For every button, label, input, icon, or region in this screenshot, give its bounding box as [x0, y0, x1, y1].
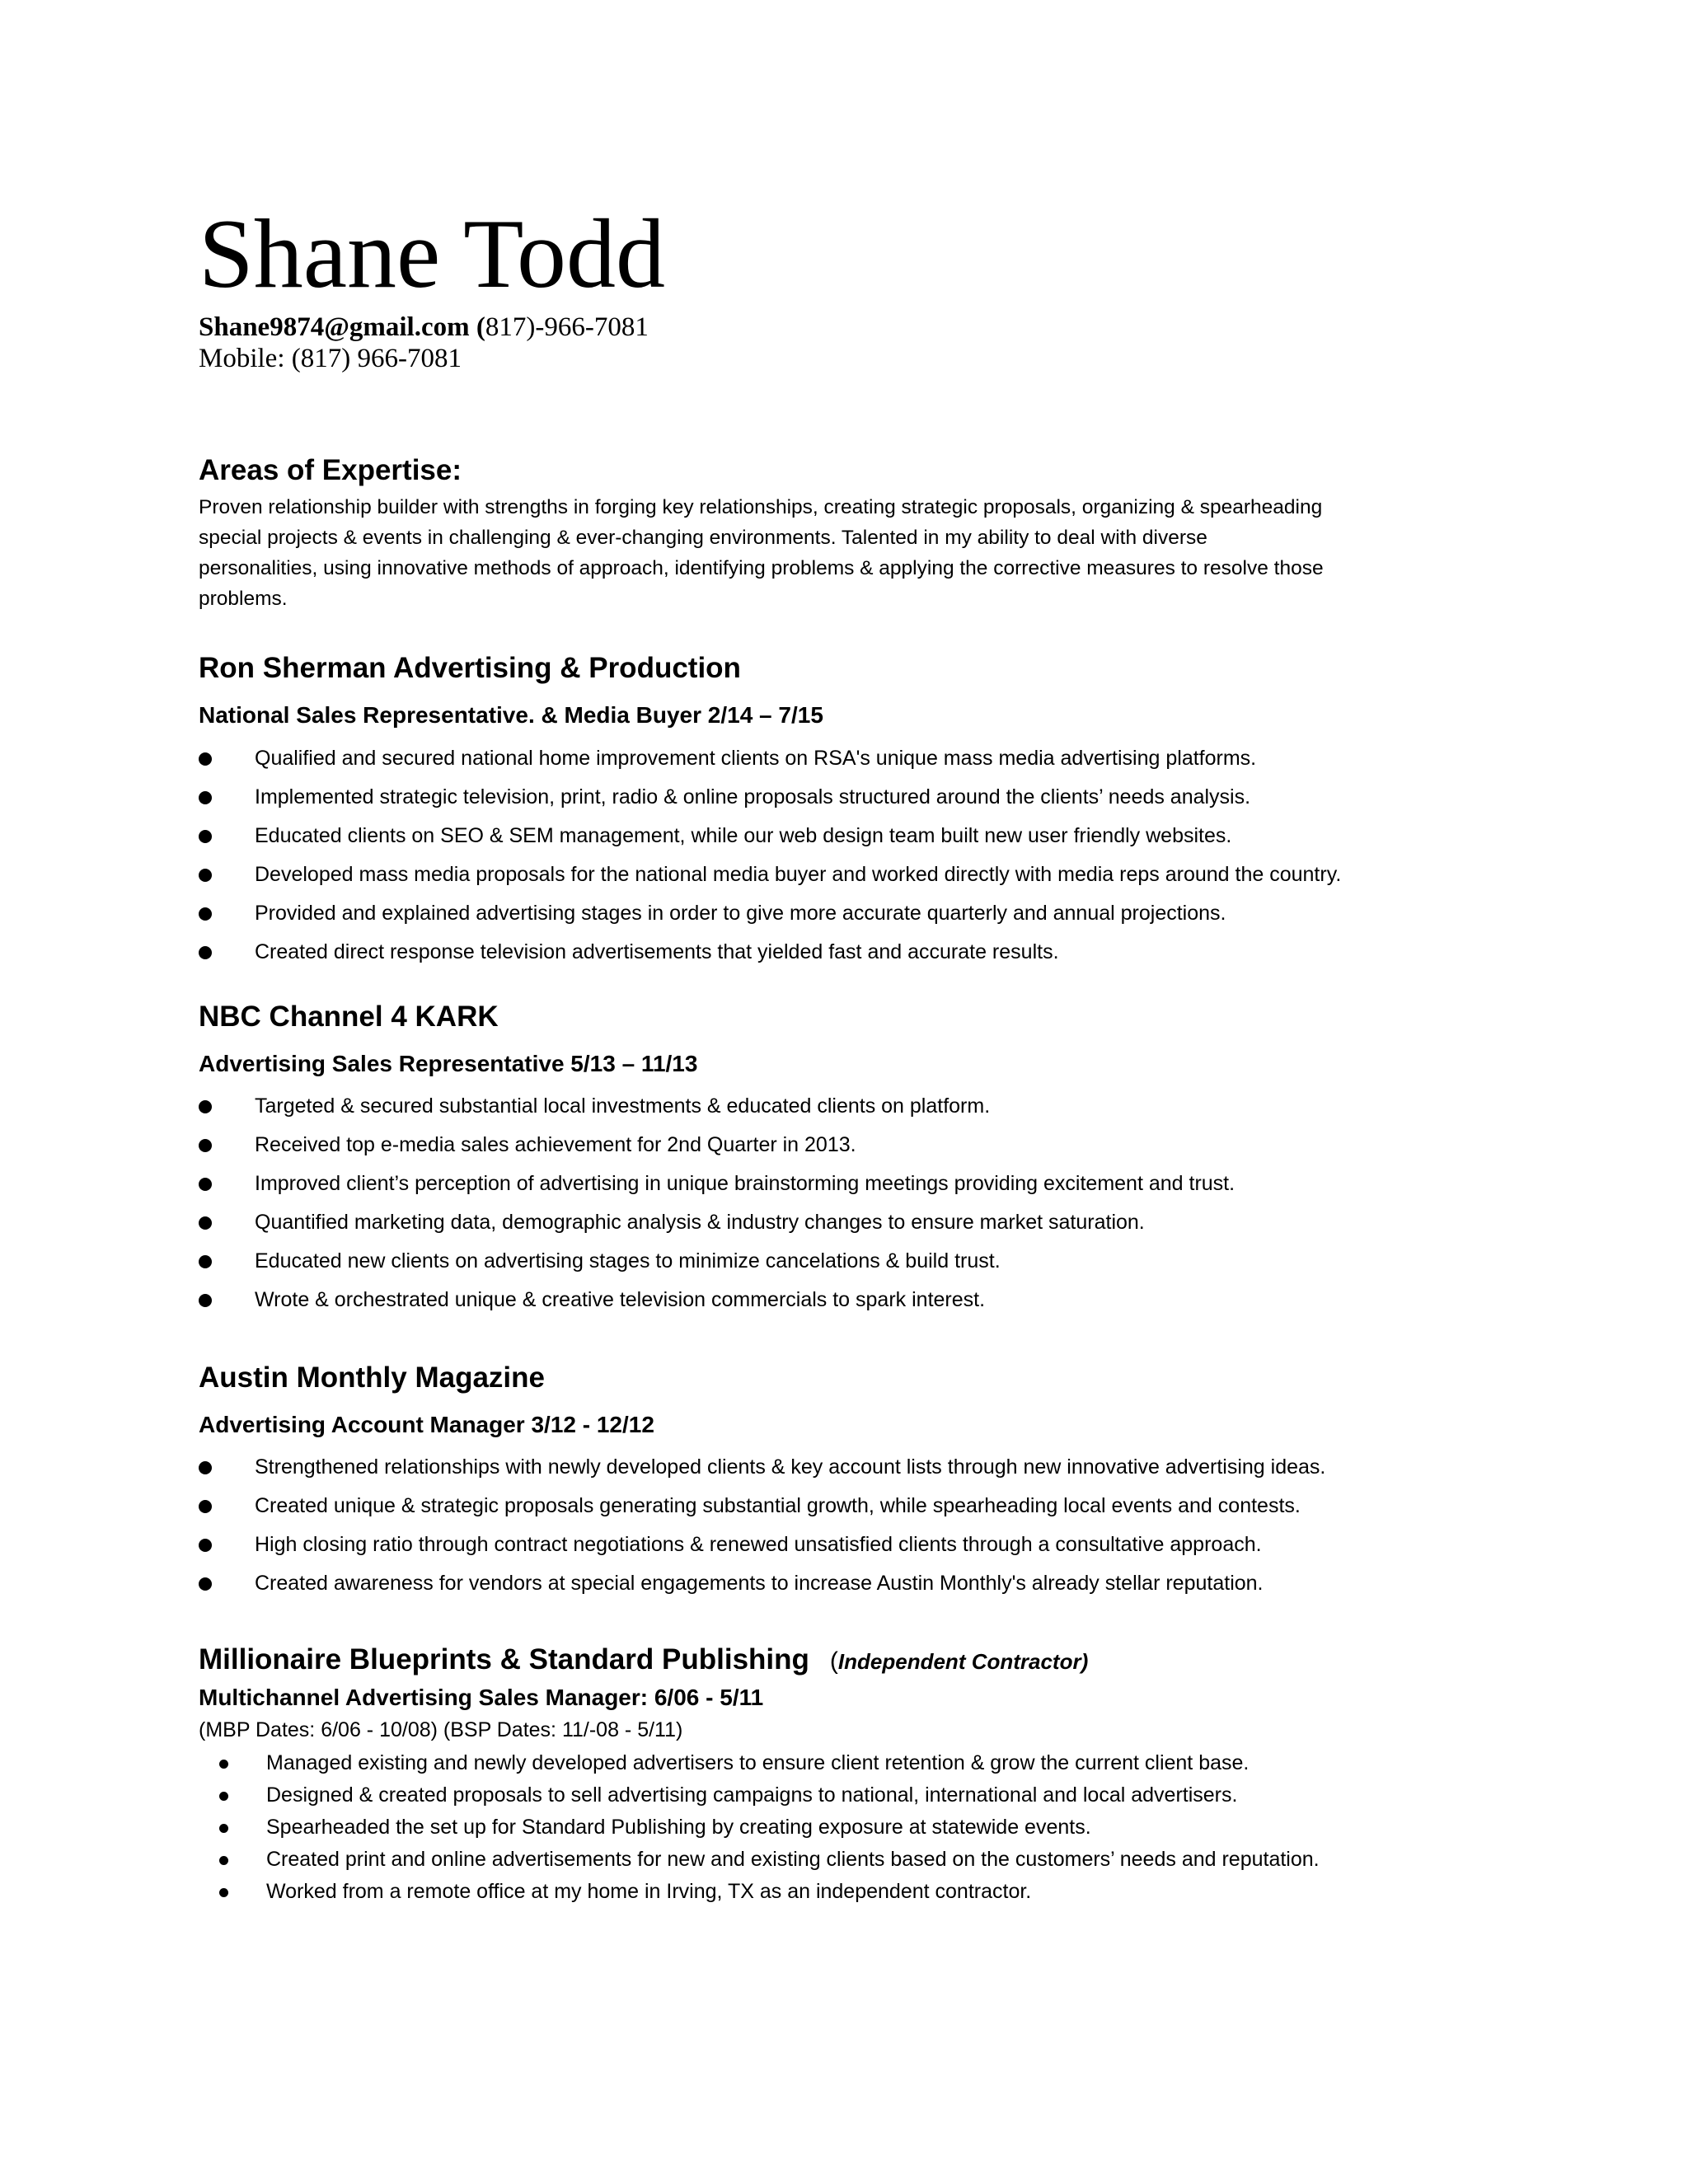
bullet-icon [199, 1539, 212, 1552]
bullet-icon [219, 1856, 228, 1865]
mobile-number: Mobile: (817) 966-7081 [199, 344, 462, 373]
expertise-line: problems. [199, 588, 288, 610]
company-name: Millionaire Blueprints & Standard Publishing (Independent Contractor) [199, 1643, 1089, 1675]
bullet-icon [199, 907, 212, 921]
job-bullet: Managed existing and newly developed advertisers to ensure client retention & grow the current client base. [199, 1747, 1320, 1779]
bullet-icon [219, 1760, 228, 1769]
job-bullet: Wrote & orchestrated unique & creative television commercials to spark interest. [199, 1281, 1235, 1319]
job-bullet: Received top e-media sales achievement for 2nd Quarter in 2013. [199, 1126, 1235, 1165]
expertise-paragraph [199, 492, 1484, 614]
job-bullet: Provided and explained advertising stages in order to give more accurate quarterly and annual projections. [199, 894, 1341, 933]
job-bullet: Educated new clients on advertising stages to minimize cancelations & build trust. [199, 1242, 1235, 1281]
job-role: Multichannel Advertising Sales Manager: 6/06 - 5/11 [199, 1685, 764, 1710]
company-name: Ron Sherman Advertising & Production [199, 652, 741, 684]
contractor-open-paren: ( [829, 1647, 838, 1675]
job-role: Advertising Account Manager 3/12 - 12/12 [199, 1412, 654, 1437]
job-role: Advertising Sales Representative 5/13 – 11/13 [199, 1051, 698, 1076]
job-bullet: Qualified and secured national home improvement clients on RSA's unique mass media advertising platforms. [199, 739, 1341, 778]
job-bullet: Created awareness for vendors at special engagements to increase Austin Monthly's already stellar reputation. [199, 1564, 1325, 1603]
job-bullet: Quantified marketing data, demographic analysis & industry changes to ensure market saturation. [199, 1203, 1235, 1242]
job-bullet: Educated clients on SEO & SEM management, while our web design team built new user friendly websites. [199, 817, 1341, 855]
bullet-icon [199, 1255, 212, 1268]
expertise-line: Proven relationship builder with strengths in forging key relationships, creating strategic proposals, organizing & spearheading [199, 496, 1323, 518]
job-bullet: Improved client’s perception of advertising in unique brainstorming meetings providing excitement and trust. [199, 1165, 1235, 1203]
bullet-icon [199, 1216, 212, 1230]
bullet-icon [199, 1577, 212, 1591]
job-bullet-list [199, 1087, 1235, 1319]
bullet-icon [199, 752, 212, 766]
expertise-line: special projects & events in challenging & ever-changing environments. Talented in my ability to deal with diverse [199, 527, 1207, 549]
job-bullet: Created unique & strategic proposals generating substantial growth, while spearheading local events and contests. [199, 1487, 1325, 1526]
job-bullet-list [199, 739, 1341, 972]
contractor-note: Independent Contractor) [837, 1649, 1089, 1674]
job-bullet: Created direct response television advertisements that yielded fast and accurate results. [199, 933, 1341, 972]
candidate-name: Shane Todd [199, 199, 666, 308]
job-bullet: High closing ratio through contract negotiations & renewed unsatisfied clients through a consultative approach. [199, 1526, 1325, 1564]
email-address: Shane9874@gmail.com ( [199, 312, 485, 342]
bullet-icon [199, 1461, 212, 1474]
bullet-icon [199, 946, 212, 959]
job-bullet: Implemented strategic television, print, radio & online proposals structured around the clients’ needs analysis. [199, 778, 1341, 817]
job-bullet: Created print and online advertisements for new and existing clients based on the customers’ needs and reputation. [199, 1844, 1320, 1876]
bullet-icon [219, 1888, 228, 1897]
email-phone-line [199, 312, 649, 343]
bullet-icon [199, 1294, 212, 1307]
bullet-icon [219, 1824, 228, 1833]
bullet-icon [219, 1792, 228, 1801]
contact-block [199, 312, 649, 374]
bullet-icon [199, 1139, 212, 1152]
job-role: National Sales Representative. & Media Buyer 2/14 – 7/15 [199, 702, 823, 728]
job-bullet: Strengthened relationships with newly developed clients & key account lists through new innovative advertising ideas. [199, 1448, 1325, 1487]
bullet-icon [199, 1100, 212, 1113]
job-bullet: Targeted & secured substantial local investments & educated clients on platform. [199, 1087, 1235, 1126]
dates-note: (MBP Dates: 6/06 - 10/08) (BSP Dates: 11/-08 - 5/11) [199, 1718, 683, 1741]
expertise-heading: Areas of Expertise: [199, 454, 462, 486]
job-bullet: Worked from a remote office at my home in Irving, TX as an independent contractor. [199, 1876, 1320, 1908]
company-name: Austin Monthly Magazine [199, 1361, 545, 1394]
phone-number: 817)-966-7081 [485, 312, 649, 342]
job-bullet: Designed & created proposals to sell advertising campaigns to national, international and local advertisers. [199, 1779, 1320, 1811]
job-bullet: Developed mass media proposals for the national media buyer and worked directly with media reps around the country. [199, 855, 1341, 894]
bullet-icon [199, 830, 212, 843]
bullet-icon [199, 1500, 212, 1513]
expertise-line: personalities, using innovative methods of approach, identifying problems & applying the corrective measures to resolve those [199, 557, 1324, 579]
bullet-icon [199, 791, 212, 804]
bullet-icon [199, 1178, 212, 1191]
job-bullet: Spearheaded the set up for Standard Publishing by creating exposure at statewide events. [199, 1811, 1320, 1844]
job-bullet-list [199, 1747, 1320, 1908]
job-bullet-list [199, 1448, 1325, 1603]
company-name: NBC Channel 4 KARK [199, 1001, 499, 1033]
bullet-icon [199, 869, 212, 882]
